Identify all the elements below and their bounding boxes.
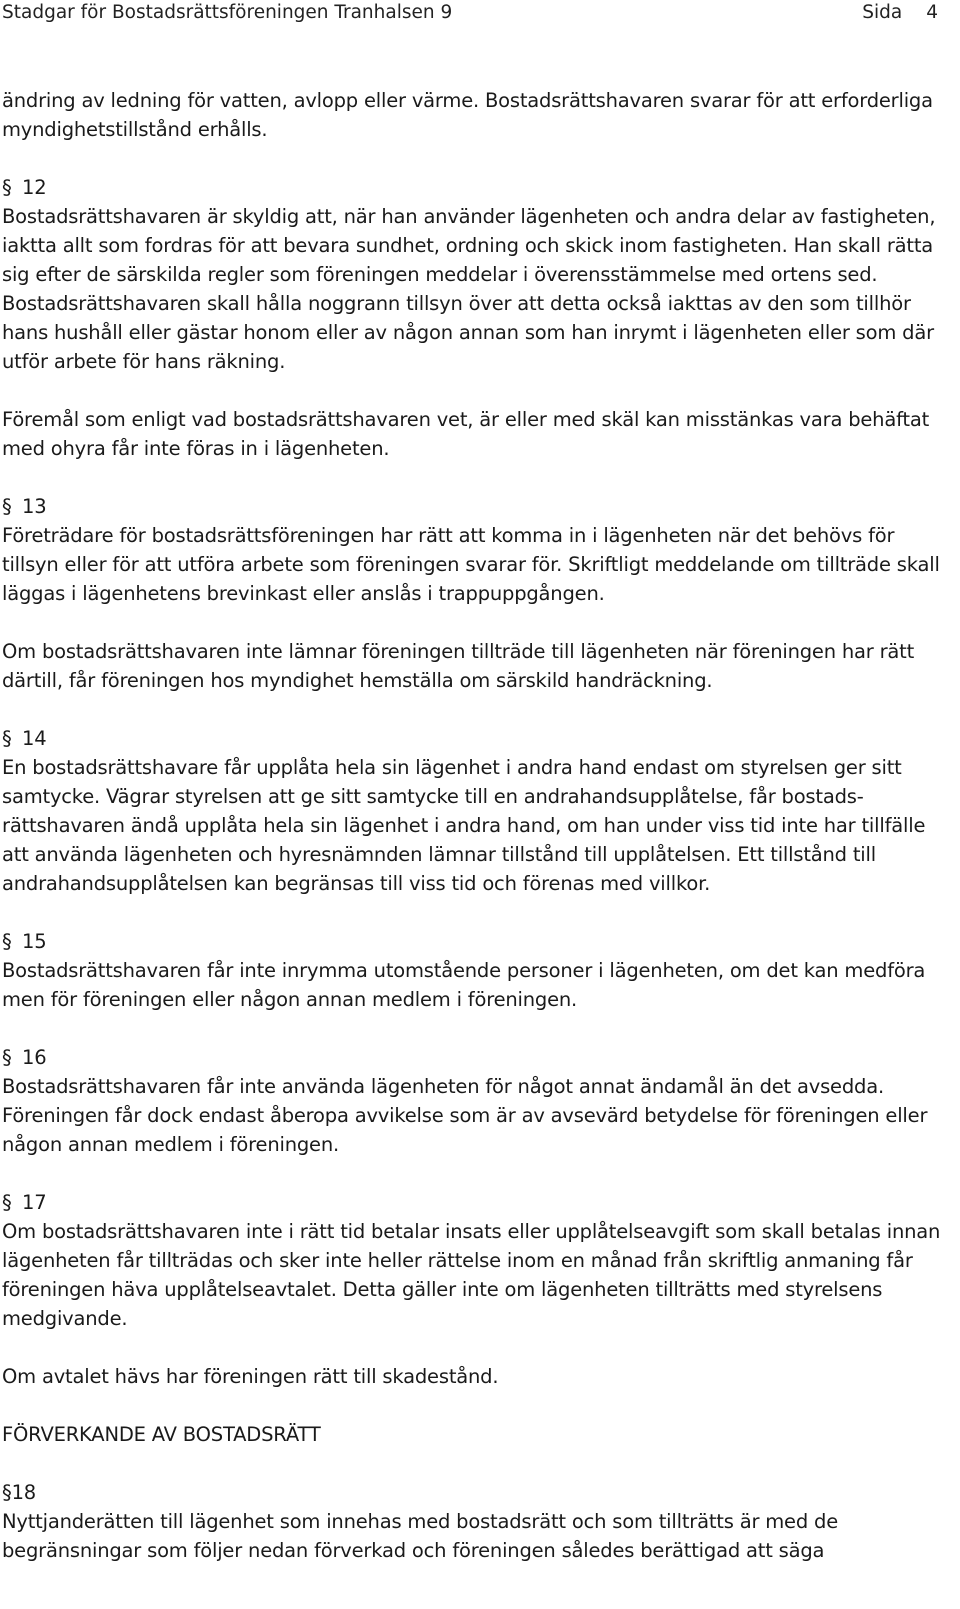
section-paragraph: Bostadsrättshavaren får inte använda lägenheten för något annat ändamål än det avsedda. Föreningen får dock endast åberopa avvikelse som är av avsevärd betydelse för föreningen eller någon annan medlem i föreningen. <box>2 1075 928 1156</box>
section-symbol: § <box>2 1481 12 1504</box>
section-symbol: § <box>2 495 12 518</box>
document-body <box>2 86 952 1565</box>
document-title: Stadgar för Bostadsrättsföreningen Tranhalsen 9 <box>2 2 453 23</box>
section-13 <box>2 492 952 695</box>
section-paragraph: Nyttjanderätten till lägenhet som innehas med bostadsrätt och som tillträtts är med de begränsningar som följer nedan förverkad och föreningen således berättigad att säga <box>2 1510 839 1562</box>
section-18 <box>2 1478 952 1565</box>
page-header <box>2 0 960 26</box>
section-paragraph: En bostadsrättshavare får upplåta hela sin lägenhet i andra hand endast om styrelsen ger sitt samtycke. Vägrar styrelsen att ge sitt samtycke till en andrahandsupplåtelse, får bostads-rättshavaren ändå upplåta hela sin lägenhet i andra hand, om han under viss tid inte har tillfälle att använda lägenheten och hyresnämnden lämnar tillstånd till upplåtelsen. Ett tillstånd till andrahandsupplåtelsen kan begränsas till viss tid och förenas med villkor. <box>2 756 926 895</box>
section-number: 15 <box>22 930 47 953</box>
section-paragraph: Företrädare för bostadsrättsföreningen har rätt att komma in i lägenheten när det behövs för tillsyn eller för att utföra arbete som föreningen svarar för. Skriftligt meddelande om tillträde skall läggas i lägenhetens brevinkast eller anslås i trappuppgången. <box>2 524 940 605</box>
section-heading <box>2 1188 952 1217</box>
section-heading <box>2 927 952 956</box>
chapter-heading: FÖRVERKANDE AV BOSTADSRÄTT <box>2 1423 321 1446</box>
intro-paragraph: ändring av ledning för vatten, avlopp eller värme. Bostadsrättshavaren svarar för att erforderliga myndighetstillstånd erhålls. <box>2 89 933 141</box>
section-heading <box>2 492 952 521</box>
section-17 <box>2 1188 952 1391</box>
page-label: Sida <box>862 2 903 23</box>
section-14 <box>2 724 952 898</box>
section-paragraph: Bostadsrättshavaren är skyldig att, när han använder lägenheten och andra delar av fastigheten, iaktta allt som fordras för att bevara sundhet, ordning och skick inom fastigheten. Han skall rätta sig efter de särskilda regler som föreningen meddelar i överensstämmelse med ortens sed. Bostadsrättshavaren skall hålla noggrann tillsyn över att detta också iakttas av den som tillhör hans hushåll eller gästar honom eller av någon annan som han inrymt i lägenheten eller som där utför arbete för hans räkning. <box>2 205 936 373</box>
section-heading <box>2 1043 952 1072</box>
section-16 <box>2 1043 952 1159</box>
section-12 <box>2 173 952 463</box>
page-number: 4 <box>926 2 938 23</box>
section-paragraph: Om bostadsrättshavaren inte lämnar föreningen tillträde till lägenheten när föreningen har rätt därtill, får föreningen hos myndighet hemställa om särskild handräckning. <box>2 640 915 692</box>
section-paragraph: Om bostadsrättshavaren inte i rätt tid betalar insats eller upplåtelseavgift som skall betalas innan lägenheten får tillträdas och sker inte heller rättelse inom en månad från skriftlig anmaning får föreningen häva upplåtelseavtalet. Detta gäller inte om lägenheten tillträtts med styrelsens medgivande. <box>2 1220 941 1330</box>
section-symbol: § <box>2 1046 12 1069</box>
section-number: 18 <box>11 1481 36 1504</box>
section-number: 12 <box>22 176 47 199</box>
section-symbol: § <box>2 930 12 953</box>
section-symbol: § <box>2 727 12 750</box>
section-number: 14 <box>22 727 47 750</box>
section-heading <box>2 724 952 753</box>
section-paragraph: Bostadsrättshavaren får inte inrymma utomstående personer i lägenheten, om det kan medföra men för föreningen eller någon annan medlem i föreningen. <box>2 959 926 1011</box>
section-symbol: § <box>2 176 12 199</box>
section-paragraph: Föremål som enligt vad bostadsrättshavaren vet, är eller med skäl kan misstänkas vara behäftat med ohyra får inte föras in i lägenheten. <box>2 408 930 460</box>
page-indicator <box>862 0 938 26</box>
section-paragraph: Om avtalet hävs har föreningen rätt till skadestånd. <box>2 1365 499 1388</box>
section-heading <box>2 1478 952 1507</box>
section-number: 16 <box>22 1046 47 1069</box>
section-15 <box>2 927 952 1014</box>
section-number: 17 <box>22 1191 47 1214</box>
section-symbol: § <box>2 1191 12 1214</box>
section-heading <box>2 173 952 202</box>
section-number: 13 <box>22 495 47 518</box>
